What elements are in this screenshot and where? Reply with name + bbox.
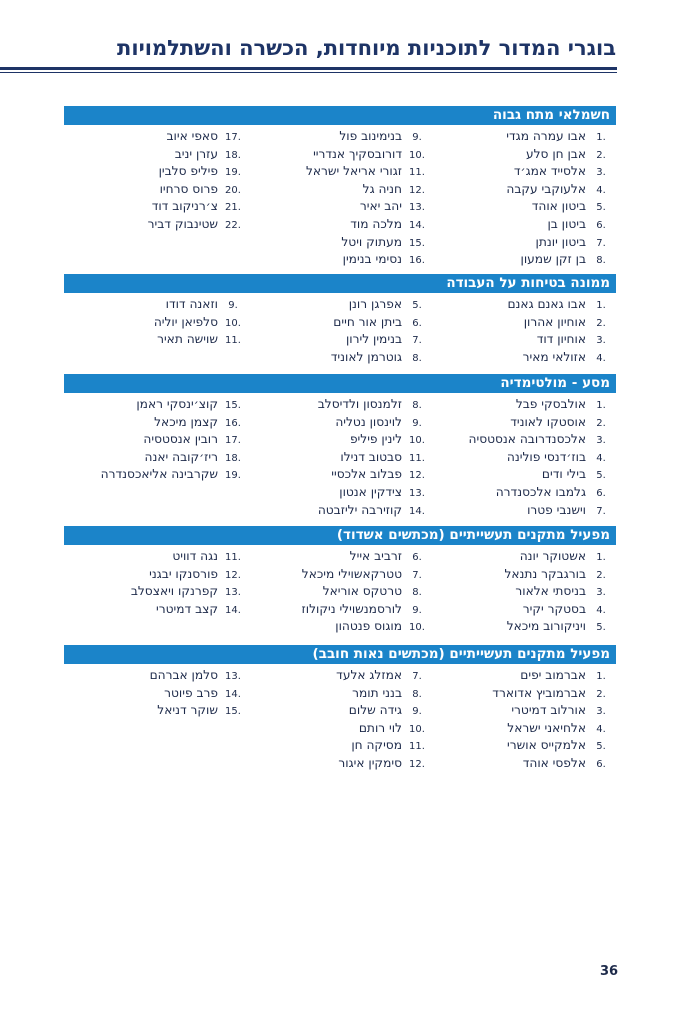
list-item-name: קפרנקו ויאצסלב <box>130 584 218 599</box>
list-item <box>64 449 248 467</box>
list-item-number: 13. <box>409 487 425 499</box>
list-item-number: 2. <box>596 317 606 329</box>
list-item-name: זלמנסון ולדיסלב <box>317 397 402 411</box>
list-item-number: 2. <box>596 149 606 161</box>
section-header: חשמלאי מתח גבוה <box>64 106 616 125</box>
list-item-number: 1. <box>596 400 606 411</box>
list-item-name: בניסתי אלאור <box>515 584 586 599</box>
list-item-number: 9. <box>412 706 422 718</box>
list-item-number: 7. <box>412 671 422 682</box>
list-item <box>432 349 616 367</box>
list-item <box>248 566 432 584</box>
list-item-number: 6. <box>596 487 606 499</box>
list-item <box>432 548 616 566</box>
list-item <box>248 396 432 414</box>
list-item-number: 18. <box>225 149 241 161</box>
list-item-number: 9. <box>412 604 422 616</box>
list-item <box>64 163 248 181</box>
list-item <box>248 296 432 314</box>
list-item-number: 15. <box>409 237 425 249</box>
list-item <box>64 685 248 703</box>
list-item-name: בילי ודים <box>541 467 586 482</box>
list-item <box>248 548 432 566</box>
list-item <box>432 396 616 414</box>
list-item <box>248 702 432 720</box>
name-column <box>248 548 432 636</box>
section-header: ממונה בטיחות על העבודה <box>64 274 616 293</box>
list-item-number: 12. <box>409 470 425 482</box>
list-item-name: אלחיאני ישראל <box>507 720 586 735</box>
list-item <box>248 216 432 234</box>
name-column <box>64 128 248 269</box>
list-item <box>64 198 248 216</box>
name-column <box>432 548 616 636</box>
list-item <box>432 466 616 484</box>
list-item-number: 19. <box>225 470 241 482</box>
list-item-number: 11. <box>409 452 425 464</box>
list-item-number: 2. <box>596 417 606 429</box>
list-item-name: פרב פיוטר <box>164 685 218 700</box>
list-item-number: 8. <box>596 255 606 267</box>
list-item <box>432 181 616 199</box>
list-item-number: 3. <box>596 435 606 447</box>
list-item <box>432 601 616 619</box>
list-item-name: בנימין לירון <box>345 332 402 347</box>
list-item-name: סבטוב דנילו <box>340 449 402 464</box>
list-item-number: 22. <box>225 219 241 231</box>
list-item <box>432 234 616 252</box>
name-column <box>432 128 616 269</box>
list-item-number: 13. <box>225 587 241 599</box>
list-item-number: 18. <box>225 452 241 464</box>
list-item-name: אבו עמרה מגדי <box>506 129 586 143</box>
list-item-name: שוישה תאיר <box>157 332 218 347</box>
list-item <box>64 181 248 199</box>
list-item-name: אורלוב דמיטרי <box>511 703 586 718</box>
list-item <box>432 296 616 314</box>
list-item-number: 14. <box>225 688 241 700</box>
list-item-number: 11. <box>225 335 241 347</box>
list-item-number: 16. <box>225 417 241 429</box>
section-columns <box>64 548 616 636</box>
list-item-name: בורגבקר נתנאל <box>504 566 586 581</box>
list-item-number: 14. <box>225 604 241 616</box>
list-item-number: 6. <box>412 552 422 563</box>
list-item <box>248 314 432 332</box>
list-item-number: 15. <box>225 706 241 718</box>
list-item <box>64 331 248 349</box>
list-item-name: סימקין איגור <box>338 755 402 770</box>
list-item-number: 6. <box>596 219 606 231</box>
list-item-name: ביתן אור חיים <box>333 314 402 329</box>
list-item-name: בן זקן שמעון <box>520 252 586 267</box>
list-item <box>432 618 616 636</box>
list-item <box>248 414 432 432</box>
list-item-number: 4. <box>596 184 606 196</box>
list-item-name: שוקר דניאל <box>157 703 218 718</box>
name-column <box>248 396 432 519</box>
list-item-name: אלסייד אמג׳ד <box>513 164 586 179</box>
list-item <box>432 702 616 720</box>
list-item <box>248 251 432 269</box>
name-column <box>248 296 432 366</box>
list-item-name: נסימי בנימין <box>342 252 402 267</box>
list-item-number: 6. <box>412 317 422 329</box>
list-item <box>248 466 432 484</box>
list-item <box>248 198 432 216</box>
name-column <box>432 667 616 773</box>
list-item-number: 10. <box>409 622 425 634</box>
list-item-number: 1. <box>596 300 606 311</box>
list-item-number: 8. <box>412 587 422 599</box>
list-item-name: פרוס סרחיו <box>159 181 218 196</box>
list-item-number: 5. <box>412 300 422 311</box>
list-item <box>432 566 616 584</box>
list-item-number: 11. <box>225 552 241 563</box>
list-item-name: אלמקייס אושרי <box>507 738 586 753</box>
list-item <box>432 414 616 432</box>
list-item-name: לוינסון נטליה <box>335 414 402 429</box>
section-columns <box>64 667 616 773</box>
name-column <box>64 396 248 519</box>
list-item-number: 1. <box>596 671 606 682</box>
list-item <box>432 755 616 773</box>
list-item-name: מעתוק ויטל <box>341 234 402 249</box>
list-item <box>248 755 432 773</box>
list-item <box>248 685 432 703</box>
list-item-name: אוחיון דוד <box>536 332 586 347</box>
list-item-number: 2. <box>596 569 606 581</box>
list-item <box>432 667 616 685</box>
list-item <box>248 163 432 181</box>
list-item <box>64 414 248 432</box>
list-item-number: 13. <box>409 202 425 214</box>
list-item-number: 8. <box>412 400 422 411</box>
list-item-number: 2. <box>596 688 606 700</box>
list-item-number: 10. <box>409 723 425 735</box>
list-item <box>432 146 616 164</box>
list-item-name: מסיקה חן <box>351 738 402 753</box>
list-item <box>64 296 248 314</box>
list-item <box>248 349 432 367</box>
list-item-name: עזרן יניב <box>174 146 218 161</box>
list-item-number: 1. <box>596 552 606 563</box>
list-item-name: פיליפ סלבין <box>158 164 218 179</box>
list-item-name: אבן חן סלע <box>525 146 586 161</box>
list-item <box>432 484 616 502</box>
list-item <box>64 216 248 234</box>
list-item-number: 14. <box>409 505 425 517</box>
list-item-number: 8. <box>412 688 422 700</box>
list-item-name: פורסנקו יבגני <box>149 566 218 581</box>
list-item-name: טטרקאשוילי מיכאל <box>301 566 402 581</box>
list-item <box>64 667 248 685</box>
section <box>64 645 616 773</box>
list-item <box>248 449 432 467</box>
list-item-name: בסטקר יקיר <box>522 601 586 616</box>
list-item-name: ביטון אוהד <box>531 199 586 214</box>
list-item-name: גלמבו אלכסנדרה <box>495 484 586 499</box>
list-item-name: גידה שלום <box>348 703 402 718</box>
name-column <box>432 296 616 366</box>
list-item-name: מלכה מוד <box>350 216 402 231</box>
list-item-name: שקרבינה אליאכסנדרה <box>100 467 218 482</box>
list-item-name: וישנבי פטרו <box>527 502 586 517</box>
section-header: מסע - מולטימדיה <box>64 374 616 393</box>
list-item-number: 3. <box>596 335 606 347</box>
list-item-name: וזאנה דודו <box>165 297 218 311</box>
list-item-number: 10. <box>225 317 241 329</box>
list-item-number: 5. <box>596 202 606 214</box>
list-item <box>64 583 248 601</box>
list-item-number: 16. <box>409 255 425 267</box>
list-item-number: 9. <box>228 300 238 311</box>
list-item-name: זגורי אריאל ישראל <box>305 164 402 179</box>
name-column <box>64 296 248 366</box>
list-item-name: בוז׳דנסי פולינה <box>506 449 586 464</box>
section-columns <box>64 296 616 366</box>
list-item-number: 3. <box>596 167 606 179</box>
list-item-name: בנני תומר <box>352 685 402 700</box>
list-item <box>248 128 432 146</box>
list-item <box>248 431 432 449</box>
list-item-number: 6. <box>596 758 606 770</box>
list-item-name: סלמן אברהם <box>149 668 218 682</box>
section <box>64 274 616 366</box>
list-item-name: אברמוביץ אדוארד <box>492 685 586 700</box>
list-item <box>432 431 616 449</box>
list-item-number: 5. <box>596 622 606 634</box>
list-item <box>64 396 248 414</box>
list-item-name: קוזירבה יליזבטה <box>317 502 402 517</box>
list-item-name: קוצ׳ינסקי ראמן <box>136 397 218 411</box>
list-item-name: רובין אנסטסיה <box>143 432 218 447</box>
title-divider <box>0 67 617 70</box>
list-item-name: סאפי איוב <box>166 129 218 143</box>
list-item-name: חניה גל <box>362 181 402 196</box>
list-item-name: אמזלג אלעד <box>336 668 402 682</box>
list-item <box>248 601 432 619</box>
list-item-number: 4. <box>596 604 606 616</box>
page-title: בוגרי המדור לתוכניות מיוחדות, הכשרה והשתלמויות <box>117 36 616 60</box>
list-item-number: 19. <box>225 167 241 179</box>
list-item-number: 11. <box>409 741 425 753</box>
list-item <box>432 163 616 181</box>
list-item <box>432 502 616 520</box>
list-item-name: אזולאי מאיר <box>522 349 586 364</box>
list-item <box>64 548 248 566</box>
list-item-name: אברמוב יפים <box>520 668 586 682</box>
list-item-name: קצב דמיטרי <box>156 601 218 616</box>
list-item <box>64 466 248 484</box>
list-item <box>432 128 616 146</box>
list-item-name: גוטרמן לאוניד <box>330 349 402 364</box>
list-item-number: 12. <box>409 758 425 770</box>
list-item <box>432 198 616 216</box>
list-item <box>64 314 248 332</box>
list-item-number: 4. <box>596 352 606 364</box>
list-item-number: 7. <box>596 237 606 249</box>
list-item-name: צ׳רניקוב דוד <box>151 199 218 214</box>
section <box>64 106 616 269</box>
list-item <box>248 583 432 601</box>
list-item-number: 21. <box>225 202 241 214</box>
list-item-number: 8. <box>412 352 422 364</box>
list-item-number: 1. <box>596 132 606 143</box>
list-item-number: 4. <box>596 723 606 735</box>
list-item <box>248 618 432 636</box>
list-item-number: 7. <box>596 505 606 517</box>
list-item-name: צידקין אנטון <box>339 484 402 499</box>
section <box>64 526 616 636</box>
list-item-name: אלעוקבי עקבה <box>506 181 586 196</box>
list-item-name: זרביב אייל <box>349 549 402 563</box>
list-item-name: דורובסקיך אנדריי <box>313 146 402 161</box>
list-item-name: בנימינוב פול <box>339 129 402 143</box>
list-item-name: לוי רותם <box>358 720 402 735</box>
list-item-name: ביטון יונתן <box>535 234 586 249</box>
name-column <box>64 548 248 636</box>
list-item-number: 10. <box>409 435 425 447</box>
list-item-number: 11. <box>409 167 425 179</box>
list-item-name: אולבסקי פבל <box>515 397 586 411</box>
list-item <box>432 216 616 234</box>
section-columns <box>64 396 616 519</box>
list-item-number: 9. <box>412 417 422 429</box>
list-item-name: מוגוס פנטהון <box>335 619 402 634</box>
list-item <box>64 601 248 619</box>
list-item-number: 20. <box>225 184 241 196</box>
section-columns <box>64 128 616 269</box>
list-item-name: טרטקס אוריאל <box>322 584 402 599</box>
list-item <box>432 720 616 738</box>
list-item-name: ויניקורוב מיכאל <box>506 619 586 634</box>
list-item <box>248 181 432 199</box>
list-item-name: לינין פיליפ <box>349 432 402 447</box>
list-item-name: אשטוקר יונה <box>519 549 586 563</box>
list-item <box>248 484 432 502</box>
list-item-name: פבלוב אלכסיי <box>331 467 402 482</box>
list-item-number: 13. <box>225 671 241 682</box>
list-item-name: אוחיון אהרון <box>523 314 586 329</box>
list-item-number: 5. <box>596 741 606 753</box>
list-item <box>432 583 616 601</box>
list-item-number: 9. <box>412 132 422 143</box>
list-item-name: אלכסנדרובה אנסטסיה <box>468 432 586 447</box>
section-header: מפעיל מתקנים תעשייתיים (מכתשים נאות חובב) <box>64 645 616 664</box>
name-column <box>248 667 432 773</box>
page-number: 36 <box>600 964 619 979</box>
list-item-number: 4. <box>596 452 606 464</box>
list-item <box>432 685 616 703</box>
list-item-name: סלפיאן יוליה <box>153 314 218 329</box>
list-item-name: ריז׳קובה יאנה <box>144 449 218 464</box>
list-item <box>64 146 248 164</box>
list-item <box>432 251 616 269</box>
list-item-number: 15. <box>225 400 241 411</box>
list-item-name: נגה דוויט <box>172 549 218 563</box>
list-item <box>64 566 248 584</box>
list-item <box>64 128 248 146</box>
name-column <box>248 128 432 269</box>
list-item <box>248 146 432 164</box>
list-item <box>64 702 248 720</box>
title-divider-thin <box>0 72 617 73</box>
list-item-number: 17. <box>225 132 241 143</box>
list-item <box>248 667 432 685</box>
name-column <box>64 667 248 773</box>
list-item <box>248 502 432 520</box>
list-item-number: 3. <box>596 587 606 599</box>
list-item-name: אפרגן רונן <box>348 297 402 311</box>
list-item-name: ביטון בן <box>547 216 586 231</box>
list-item-name: יהב יאיר <box>359 199 402 214</box>
name-column <box>432 396 616 519</box>
list-item-number: 7. <box>412 335 422 347</box>
list-item <box>248 234 432 252</box>
list-item-number: 7. <box>412 569 422 581</box>
section-header: מפעיל מתקנים תעשייתיים (מכתשים אשדוד) <box>64 526 616 545</box>
list-item <box>248 737 432 755</box>
list-item-number: 5. <box>596 470 606 482</box>
list-item <box>248 331 432 349</box>
list-item-number: 12. <box>225 569 241 581</box>
list-item <box>432 737 616 755</box>
list-item-number: 17. <box>225 435 241 447</box>
list-item-number: 10. <box>409 149 425 161</box>
list-item-number: 14. <box>409 219 425 231</box>
list-item-number: 3. <box>596 706 606 718</box>
list-item <box>432 314 616 332</box>
list-item <box>432 449 616 467</box>
list-item <box>432 331 616 349</box>
list-item-name: לורסמנשוילי ניקולוז <box>301 601 402 616</box>
section <box>64 374 616 519</box>
list-item-number: 12. <box>409 184 425 196</box>
list-item-name: שטינבוק דביר <box>147 216 218 231</box>
list-item-name: אוסטקו לאוניד <box>510 414 586 429</box>
list-item-name: אבו גאנם גאנם <box>507 297 586 311</box>
list-item-name: אלפסי אוהד <box>522 755 586 770</box>
list-item <box>248 720 432 738</box>
list-item <box>64 431 248 449</box>
list-item-name: קצמן מיכאל <box>154 414 218 429</box>
